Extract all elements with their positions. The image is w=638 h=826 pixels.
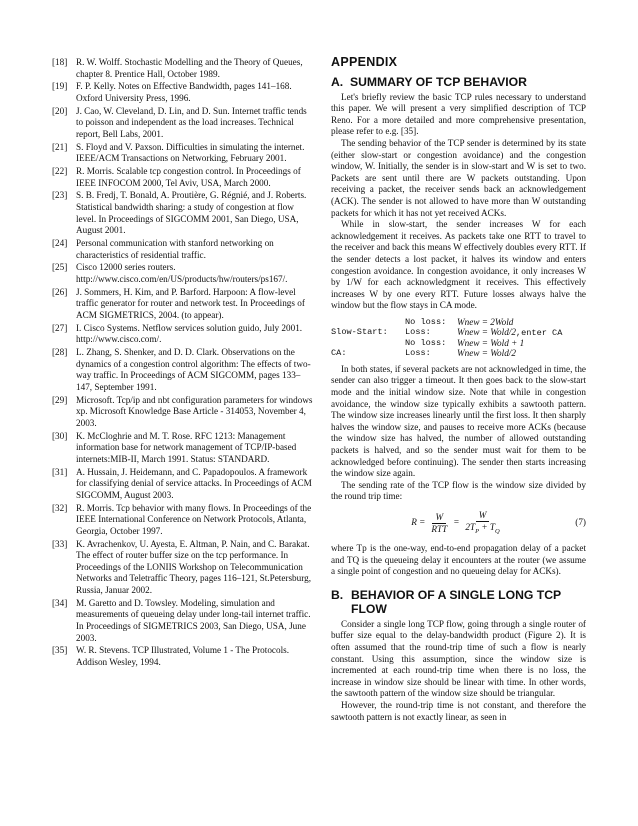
reference-number: [35]	[52, 645, 68, 656]
section-b-paragraph-2: However, the round-trip time is not constant, and therefore the sawtooth pattern is not exactly linear, as seen in	[331, 699, 586, 722]
section-a-title: SUMMARY OF TCP BEHAVIOR	[349, 74, 527, 89]
references-column	[52, 57, 314, 670]
section-a-paragraph-5: The sending rate of the TCP flow is the window size divided by the round trip time:	[331, 479, 586, 502]
reference-item	[52, 431, 314, 466]
reference-number: [26]	[52, 286, 68, 297]
reference-item	[52, 598, 314, 644]
reference-number: [25]	[52, 262, 68, 273]
tcp-rules-table	[331, 317, 586, 359]
ss-loss-rule-group	[457, 327, 562, 338]
appendix-column	[331, 57, 586, 723]
reference-text: S. B. Fredj, T. Bonald, A. Proutière, G. Régnié, and J. Roberts. Statistical bandwidth sharing: a study of congestion at flow level. In Proceedings of SIGCOMM 2001, San Diego, USA, August 2001.	[76, 190, 307, 236]
reference-text: F. P. Kelly. Notes on Effective Bandwidth, pages 141–168. Oxford University Press, 1996.	[76, 81, 292, 103]
reference-number: [27]	[52, 322, 68, 333]
reference-item	[52, 238, 314, 261]
section-b-label: B.	[331, 587, 344, 602]
ca-noloss-rule: Wnew = Wold + 1	[457, 337, 525, 348]
section-b-paragraph-1: Consider a single long TCP flow, going through a single router of buffer size equal to the delay-bandwidth product (Figure 2). It is often assumed that the round-trip time of such a flow is nearly constant. Using this assumption, since the window size is incremented at each round-trip time when there is no loss, the increase in window size should be linear with time. In other words, the sawtooth pattern of the window size should be triangular.	[331, 618, 586, 699]
section-b-heading	[331, 588, 586, 619]
reference-number: [24]	[52, 238, 68, 249]
appendix-heading: APPENDIX	[331, 55, 398, 69]
reference-item	[52, 467, 314, 502]
reference-number: [19]	[52, 81, 68, 92]
ss-noloss-event: No loss:	[405, 316, 447, 327]
ss-noloss-rule: Wnew = 2Wold	[457, 316, 514, 327]
reference-text: R. Morris. Tcp behavior with many flows. In Proceedings of the IEEE International Conference on Network Protocols, Atlanta, Georgia, October 1997.	[76, 502, 312, 536]
reference-text: K. Avrachenkov, U. Ayesta, E. Altman, P. Nain, and C. Barakat. The effect of router buffer size on the tcp performance. In Proceedings of the LONIIS Workshop on Telecommunication Networks and Teletraffic Theory, pages 116–121, St.Petersburg, Russia, Januar 2002.	[76, 538, 312, 595]
section-a-paragraph-1: Let's briefly review the basic TCP rules necessary to understand this paper. We will present a very simplified description of TCP Reno. For a more detailed and more comprehensive presentation, please refer to e.g. [35].	[331, 91, 586, 137]
reference-text: R. Morris. Scalable tcp congestion control. In Proceedings of IEEE INFOCOM 2000, Tel Aviv, USA, March 2000.	[76, 166, 301, 188]
reference-text: M. Garetto and D. Towsley. Modeling, simulation and measurements of queueing delay under long-tail internet traffic. In Proceedings of SIGMETRICS 2003, San Diego, USA, June 2003.	[76, 597, 311, 643]
reference-number: [34]	[52, 597, 68, 608]
section-a-paragraph-4: In both states, if several packets are not acknowledged in time, the sender can also trigger a timeout. It then goes back to the slow-start mode and the initial window size. Note that while in congestion avoidance, the window size typically exhibits a sawtooth pattern. The window size increases linearly until the first loss. It then sharply halves the window size, and pauses to receive more ACKs (because the window size has halved, the number of allowed outstanding packets is halved, and so the sender must wait for them to be acknowledged before continuing). The sender then starts increasing the window size again.	[331, 363, 586, 479]
reference-item	[52, 57, 314, 80]
reference-text: L. Zhang, S. Shenker, and D. D. Clark. Observations on the dynamics of a congestion control algorithm: The effects of two-way traffic. In Proceedings of ACM SIGCOMM, pages 133–147, September 1991.	[76, 347, 311, 392]
reference-item	[52, 81, 314, 104]
equation-number: (7)	[575, 517, 586, 528]
section-b-title: BEHAVIOR OF A SINGLE LONG TCP FLOW	[351, 587, 561, 616]
reference-item	[52, 287, 314, 322]
rate-equation: R = $\frac{W}{\text{RTT}}$ = $\frac{W}{2T_P + T_Q}$ (7)	[411, 509, 586, 535]
section-a-paragraph-6: where Tp is the one-way, end-to-end propagation delay of a packet and TQ is the queueing delay it encounters at the router (we assume a single point of congestion and no queueing delay for ACKs).	[331, 543, 586, 577]
reference-text: I. Cisco Systems. Netflow services solution guido, July 2001. http://www.cisco.com/.	[76, 322, 303, 345]
reference-item	[52, 142, 314, 165]
ca-label: CA:	[331, 348, 347, 359]
reference-item	[52, 395, 314, 430]
ca-loss-rule: Wnew = Wold/2	[457, 348, 516, 359]
reference-text: J. Sommers, H. Kim, and P. Barford. Harpoon: A flow-level traffic generator for router and network test. In Proceedings of ACM SIGMETRICS, 2004. (to appear).	[76, 286, 305, 320]
reference-text: J. Cao, W. Cleveland, D. Lin, and D. Sun. Internet traffic tends to poisson and independent as the load increases. Technical report, Bell Labs, 2001.	[76, 105, 307, 139]
ca-noloss-event: No loss:	[405, 337, 447, 348]
ss-loss-rule: Wnew = Wold/2	[457, 327, 516, 338]
reference-number: [28]	[52, 347, 68, 358]
reference-number: [23]	[52, 190, 68, 201]
reference-text: Microsoft. Tcp/ip and nbt configuration parameters for windows xp. Microsoft Knowledge Base Article - 314053, November 4, 2003.	[76, 394, 313, 428]
reference-item	[52, 166, 314, 189]
ss-loss-event: Loss:	[405, 327, 431, 338]
reference-item	[52, 347, 314, 393]
reference-item	[52, 262, 314, 285]
reference-text: Cisco 12000 series routers. http://www.cisco.com/en/US/products/hw/routers/ps167/.	[76, 262, 288, 284]
section-a-heading	[331, 75, 586, 89]
reference-number: [22]	[52, 166, 68, 177]
reference-text: S. Floyd and V. Paxson. Difficulties in simulating the internet. IEEE/ACM Transactions on Networking, February 2001.	[76, 141, 305, 164]
reference-text: R. W. Wolff. Stochastic Modelling and the Theory of Queues, chapter 8. Prentice Hall, October 1989.	[76, 57, 303, 79]
reference-number: [20]	[52, 105, 68, 116]
reference-number: [32]	[52, 502, 68, 513]
reference-number: [18]	[52, 57, 68, 67]
reference-number: [31]	[52, 466, 68, 477]
reference-item	[52, 323, 314, 346]
reference-item	[52, 503, 314, 538]
reference-item	[52, 645, 314, 668]
reference-number: [30]	[52, 430, 68, 441]
reference-number: [33]	[52, 538, 68, 549]
ca-loss-event: Loss:	[405, 348, 431, 359]
section-a-paragraph-2: The sending behavior of the TCP sender is determined by its state (either slow-start or congestion avoidance) and the congestion window, W. Initially, the sender is in slow-start and W is set to two. Packets are sent until there are W packets outstanding. Upon receiving a packet, the receiver sends back an acknowledgement (ACK). The sender is not allowed to have more than W outstanding packets for which it has not yet received ACKs.	[331, 137, 586, 218]
reference-text: W. R. Stevens. TCP Illustrated, Volume 1 - The Protocols. Addison Wesley, 1994.	[76, 645, 290, 667]
reference-number: [29]	[52, 394, 68, 405]
enter-ca-text: ,enter CA	[515, 328, 563, 339]
section-a-paragraph-3: While in slow-start, the sender increases W for each acknowledgement it receives. As packets take one RTT to travel to the receiver and back this means W effectively doubles every RTT. If the sender detects a lost packet, it halves its window and enters congestion avoidance. In congestion avoidance, it only increases W by 1/W for each acknowledgment it receives. This effectively increases W by one every RTT. Future losses always halve the window but the flow stays in CA mode.	[331, 219, 586, 311]
reference-number: [21]	[52, 141, 68, 152]
reference-item	[52, 539, 314, 597]
section-a-label: A.	[331, 74, 344, 89]
reference-text: Personal communication with stanford networking on characteristics of residential traffic.	[76, 238, 274, 260]
slow-start-label: Slow-Start:	[331, 327, 388, 338]
reference-text: K. McCloghrie and M. T. Rose. RFC 1213: Management information base for network management of TCP/IP-based internets:MIB-II, March 1991. Status: STANDARD.	[76, 430, 297, 464]
reference-item	[52, 106, 314, 141]
reference-item	[52, 190, 314, 236]
reference-text: A. Hussain, J. Heidemann, and C. Papadopoulos. A framework for classifying denial of service attacks. In Proceedings of ACM SIGCOMM, August 2003.	[76, 466, 312, 500]
